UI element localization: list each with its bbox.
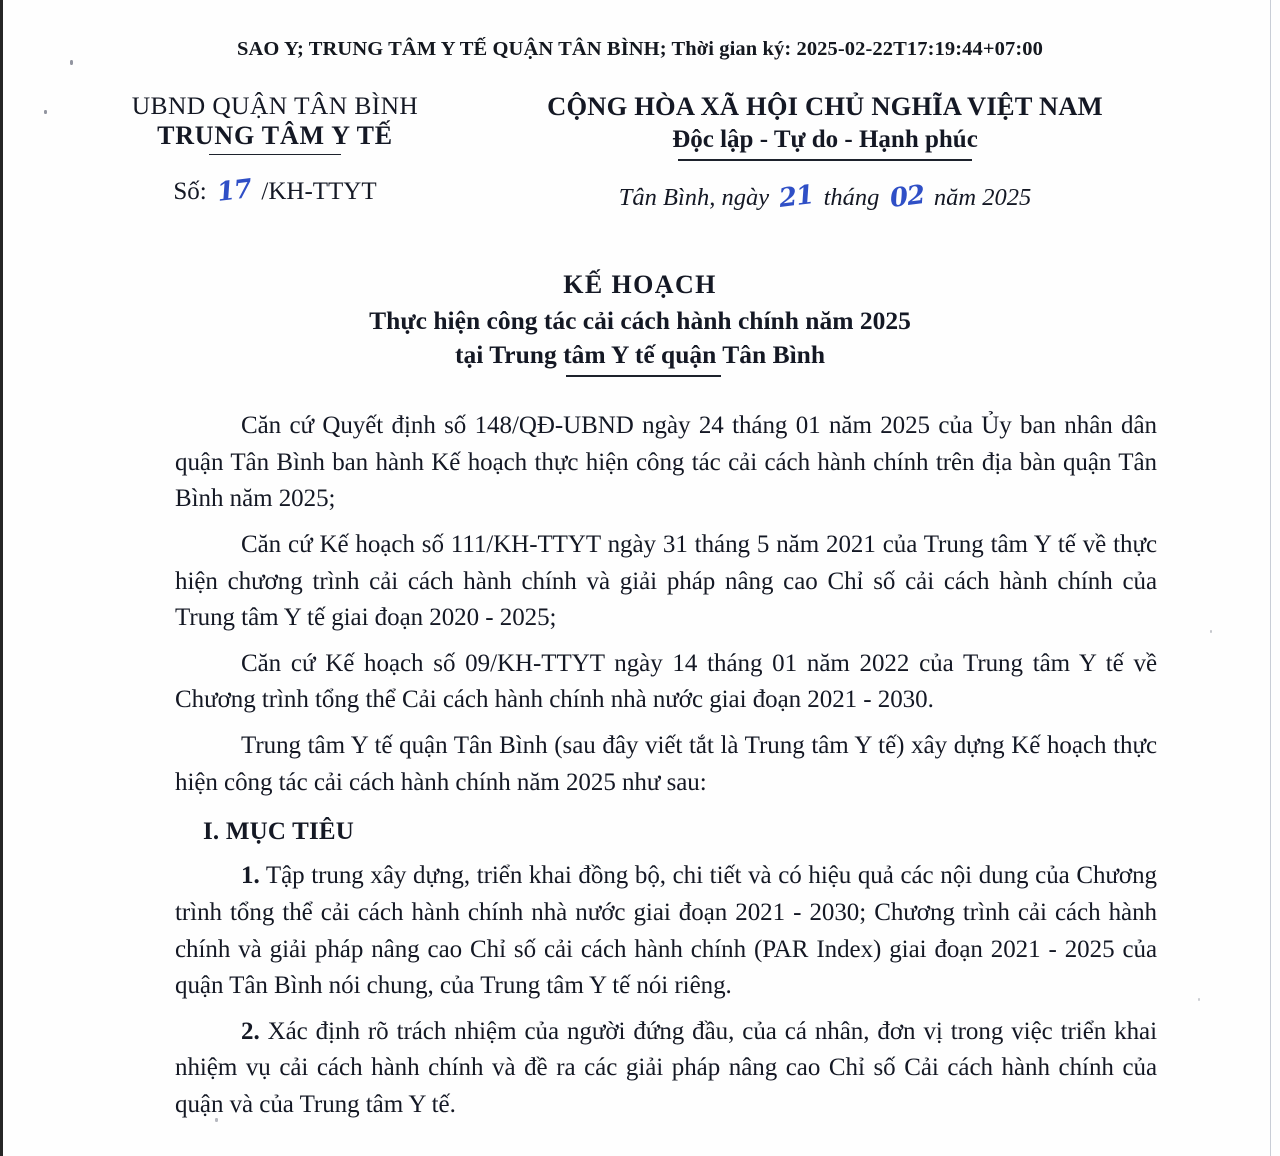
document-number-suffix: /KH-TTYT — [261, 178, 377, 206]
motto-underline — [678, 159, 971, 161]
issue-date-line — [520, 179, 1130, 214]
issuing-authority: UBND QUẬN TÂN BÌNH — [131, 91, 419, 120]
document-subtitle-line1: Thực hiện công tác cải cách hành chính năm 2025 — [369, 305, 911, 335]
subtitle-underline — [566, 375, 721, 376]
issuing-organization — [157, 121, 393, 151]
header-right-column — [520, 92, 1240, 212]
issue-year-label: năm 2025 — [933, 183, 1032, 211]
document-subtitle-line2-label: tại Trung tâm Y tế quận Tân Bình — [454, 340, 826, 370]
scan-speck — [1210, 630, 1212, 633]
section-item-number: 2. — [241, 1017, 260, 1045]
document-header — [0, 92, 1280, 212]
issue-month-handwritten: 02 — [887, 179, 926, 214]
issue-place-prefix: Tân Bình, ngày — [618, 183, 770, 211]
header-left-column — [0, 92, 520, 212]
issue-month-label: tháng — [823, 183, 880, 211]
national-motto-label: Độc lập - Tự do - Hạnh phúc — [672, 125, 978, 153]
issuing-organization-label: TRUNG TÂM Y TẾ — [157, 120, 393, 150]
document-body — [175, 408, 1157, 1124]
section-item-number: 1. — [241, 862, 260, 890]
document-number-label: Số: — [173, 178, 207, 206]
section-item — [175, 1014, 1157, 1124]
document-type-title: KẾ HOẠCH — [563, 270, 717, 299]
section-item — [175, 858, 1157, 1005]
document-number — [30, 174, 520, 209]
document-title-block — [0, 268, 1280, 373]
section-item-text: Xác định rõ trách nhiệm của người đứng đầu, của cá nhân, đơn vị trong việc triển khai nhiệm vụ cải cách hành chính và đề ra các giải pháp nâng cao Chỉ số Cải cách hành chính của quận và của Trung tâm Y tế. — [175, 1017, 1157, 1118]
organization-underline — [209, 154, 341, 156]
section-item-text: Tập trung xây dựng, triển khai đồng bộ, chi tiết và có hiệu quả các nội dung của Chương trình tổng thể cải cách hành chính nhà nước giai đoạn 2021 - 2030; Chương trình cải cách hành chính và giải pháp nâng cao Chỉ số cải cách hành chính (PAR Index) giai đoạn 2021 - 2025 của quận Tân Bình nói chung, của Trung tâm Y tế nói riêng. — [175, 862, 1157, 1000]
section-heading-muc-tieu: I. MỤC TIÊU — [203, 818, 355, 846]
national-motto — [672, 125, 978, 155]
preamble-paragraph: Trung tâm Y tế quận Tân Bình (sau đây viết tắt là Trung tâm Y tế) xây dựng Kế hoạch thực hiện công tác cải cách hành chính năm 2025 như sau: — [175, 732, 1157, 796]
document-subtitle-line2 — [455, 338, 825, 372]
digital-signature-stamp: SAO Y; TRUNG TÂM Y TẾ QUẬN TÂN BÌNH; Thời gian ký: 2025-02-22T17:19:44+07:00 — [237, 38, 1043, 60]
national-name: CỘNG HÒA XÃ HỘI CHỦ NGHĨA VIỆT NAM — [547, 91, 1103, 121]
preamble-paragraph: Căn cứ Kế hoạch số 09/KH-TTYT ngày 14 tháng 01 năm 2022 của Trung tâm Y tế về Chương trình tổng thể Cải cách hành chính nhà nước giai đoạn 2021 - 2030. — [175, 649, 1157, 714]
document-number-handwritten: 17 — [215, 174, 253, 209]
preamble-paragraph: Căn cứ Kế hoạch số 111/KH-TTYT ngày 31 tháng 5 năm 2021 của Trung tâm Y tế về thực hiện chương trình cải cách hành chính và giải pháp nâng cao Chỉ số cải cách hành chính của Trung tâm Y tế giai đoạn 2020 - 2025; — [175, 530, 1157, 632]
preamble-paragraph: Căn cứ Quyết định số 148/QĐ-UBND ngày 24 tháng 01 năm 2025 của Ủy ban nhân dân quận Tân Bình ban hành Kế hoạch thực hiện công tác cải cách hành chính trên địa bàn quận Tân Bình năm 2025; — [175, 412, 1157, 513]
scan-speck — [1198, 998, 1200, 1001]
issue-day-handwritten: 21 — [777, 179, 816, 214]
